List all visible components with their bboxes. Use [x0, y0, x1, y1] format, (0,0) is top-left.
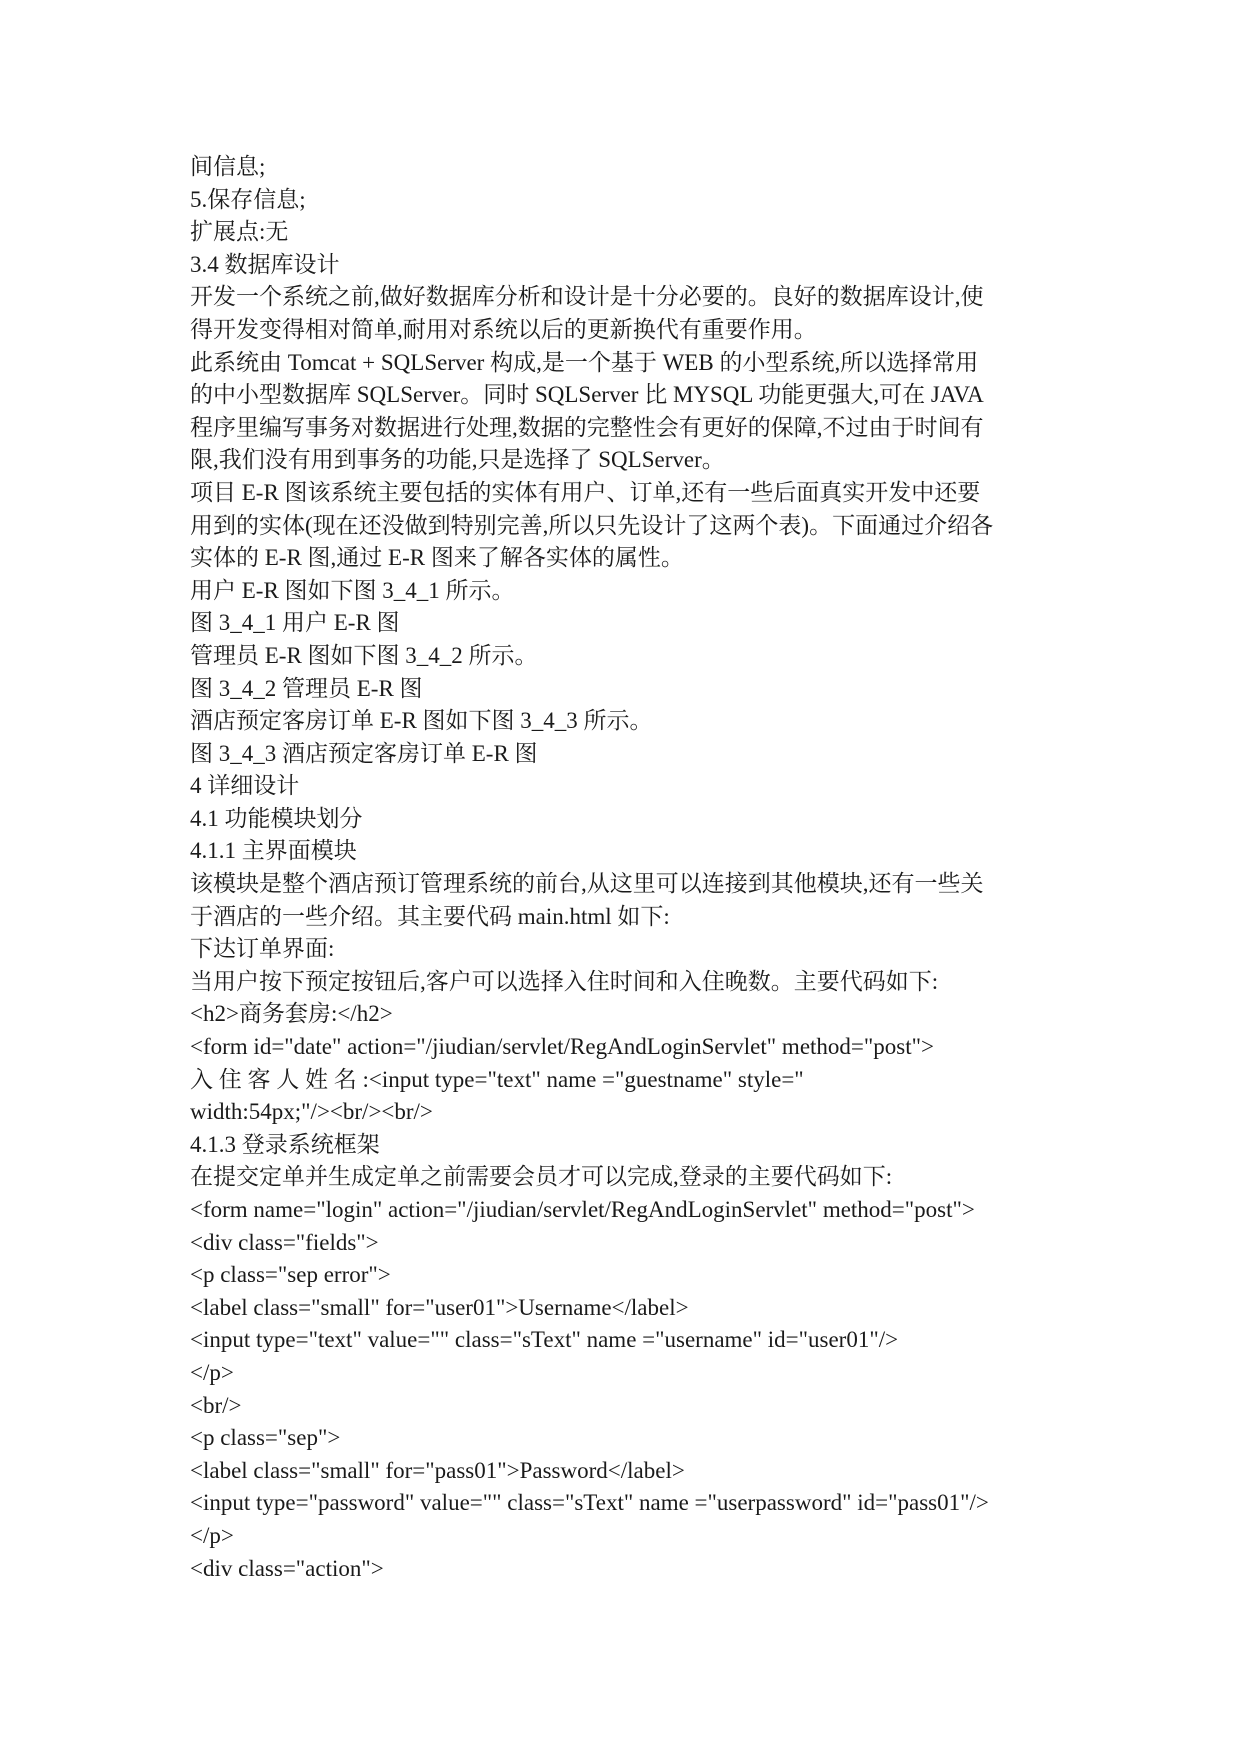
code-line: <h2>商务套房:</h2>	[190, 1001, 393, 1027]
figure-caption: 图 3_4_1 用户 E-R 图	[190, 610, 400, 636]
text-line: 扩展点:无	[190, 219, 289, 245]
code-line: <input type="password" value="" class="sText" name ="userpassword" id="pass01"/>	[190, 1490, 989, 1516]
code-line: <form name="login" action="/jiudian/servlet/RegAndLoginServlet" method="post">	[190, 1197, 975, 1222]
section-heading: 4.1 功能模块划分	[190, 805, 363, 831]
code-line: <p class="sep">	[190, 1425, 341, 1451]
code-line: <label class="small" for="pass01">Password</label>	[190, 1457, 685, 1483]
text-line: 开发一个系统之前,做好数据库分析和设计是十分必要的。良好的数据库设计,使	[190, 284, 984, 310]
figure-caption: 图 3_4_2 管理员 E-R 图	[190, 675, 423, 701]
text-line: 在提交定单并生成定单之前需要会员才可以完成,登录的主要代码如下:	[190, 1164, 893, 1190]
code-line: </p>	[190, 1522, 234, 1548]
text-line: 5.保存信息;	[190, 186, 306, 212]
text-line: 的中小型数据库 SQLServer。同时 SQLServer 比 MYSQL 功能更强大,可在 JAVA	[190, 382, 984, 408]
text-line: 项目 E-R 图该系统主要包括的实体有用户、订单,还有一些后面真实开发中还要	[190, 479, 981, 505]
text-line: 用到的实体(现在还没做到特别完善,所以只先设计了这两个表)。下面通过介绍各	[190, 512, 994, 538]
text-line: 下达订单界面:	[190, 936, 335, 962]
text-line: 限,我们没有用到事务的功能,只是选择了 SQLServer。	[190, 447, 725, 473]
code-line: <label class="small" for="user01">Username</label>	[190, 1294, 689, 1320]
code-line: <input type="text" value="" class="sText" name ="username" id="user01"/>	[190, 1327, 899, 1353]
text-line: 程序里编写事务对数据进行处理,数据的完整性会有更好的保障,不过由于时间有	[190, 414, 984, 440]
code-line: <div class="fields">	[190, 1229, 379, 1255]
section-heading: 4 详细设计	[190, 773, 300, 799]
figure-caption: 图 3_4_3 酒店预定客房订单 E-R 图	[190, 740, 538, 766]
code-line: 入 住 客 人 姓 名 :<input type="text" name ="guestname" style="	[190, 1066, 804, 1092]
text-line: 酒店预定客房订单 E-R 图如下图 3_4_3 所示。	[190, 708, 653, 734]
code-line: <div class="action">	[190, 1555, 384, 1581]
text-line: 得开发变得相对简单,耐用对系统以后的更新换代有重要作用。	[190, 316, 817, 342]
code-line: width:54px;"/><br/><br/>	[190, 1099, 433, 1125]
code-line: </p>	[190, 1359, 234, 1385]
code-line: <form id="date" action="/jiudian/servlet/RegAndLoginServlet" method="post">	[190, 1034, 934, 1060]
code-line: <br/>	[190, 1392, 242, 1418]
document-body	[190, 151, 1060, 1585]
text-line: 当用户按下预定按钮后,客户可以选择入住时间和入住晚数。主要代码如下:	[190, 968, 939, 994]
text-line: 该模块是整个酒店预订管理系统的前台,从这里可以连接到其他模块,还有一些关	[190, 871, 984, 897]
section-heading: 3.4 数据库设计	[190, 251, 340, 277]
text-line: 实体的 E-R 图,通过 E-R 图来了解各实体的属性。	[190, 545, 684, 571]
text-line: 间信息;	[190, 154, 266, 179]
text-line: 于酒店的一些介绍。其主要代码 main.html 如下:	[190, 903, 670, 929]
text-line: 管理员 E-R 图如下图 3_4_2 所示。	[190, 642, 538, 668]
code-line: <p class="sep error">	[190, 1262, 391, 1288]
text-line: 此系统由 Tomcat + SQLServer 构成,是一个基于 WEB 的小型系统,所以选择常用	[190, 349, 979, 375]
section-heading: 4.1.3 登录系统框架	[190, 1131, 380, 1157]
section-heading: 4.1.1 主界面模块	[190, 838, 357, 864]
text-line: 用户 E-R 图如下图 3_4_1 所示。	[190, 577, 515, 603]
